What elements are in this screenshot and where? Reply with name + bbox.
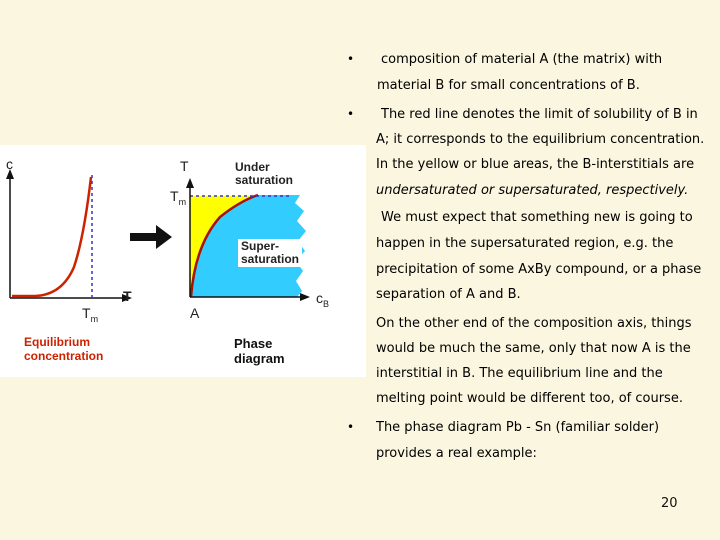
- equilibrium-curve: [12, 177, 91, 296]
- left-caption-line2: concentration: [24, 349, 104, 363]
- right-tm-label: $T_m$: [170, 188, 187, 207]
- text-line: happen in the supersaturated region, e.g. the: [376, 236, 674, 251]
- big-arrow-shaft: [130, 233, 156, 241]
- text-line: provides a real example:: [376, 446, 537, 461]
- text-line: melting point would be different too, of course.: [376, 391, 683, 406]
- left-x-label: T: [123, 288, 132, 304]
- right-y-label: T: [180, 158, 189, 174]
- right-x-label: $c_B$: [316, 290, 330, 309]
- right-caption-line2: diagram: [234, 351, 285, 366]
- text-line: A; it corresponds to the equilibrium concentration.: [376, 132, 705, 147]
- right-caption-line1: Phase: [234, 336, 273, 351]
- text-line: would be much the same, only that now A is the: [376, 341, 691, 356]
- text-line: separation of A and B.: [376, 287, 521, 302]
- right-y-arrow: [186, 178, 194, 188]
- right-origin-label: A: [190, 305, 200, 321]
- text-line: composition of material A (the matrix) with: [381, 52, 663, 67]
- left-y-label: c: [6, 156, 13, 172]
- bullet-dot-1: •: [347, 52, 355, 66]
- text-line: We must expect that something new is going to: [381, 210, 693, 225]
- big-arrow-head: [156, 225, 172, 249]
- phase-diagram-figure: [0, 145, 366, 377]
- left-caption-line1: Equilibrium: [24, 335, 90, 349]
- text-line: precipitation of some AxBy compound, or a phase: [376, 262, 702, 277]
- undersaturation-label: Under saturation: [232, 160, 296, 188]
- text-line: undersaturated or supersaturated, respectively.: [376, 183, 689, 198]
- page-number: 20: [661, 496, 678, 511]
- text-line: On the other end of the composition axis, things: [376, 316, 692, 331]
- bullet-dot-3: •: [347, 420, 355, 434]
- text-line: In the yellow or blue areas, the B-interstitials are: [376, 157, 695, 172]
- bullet-dot-2: •: [347, 107, 355, 121]
- left-tm-label: $T_m$: [82, 305, 99, 324]
- text-line: material B for small concentrations of B.: [377, 78, 640, 93]
- supersaturation-label: Super- saturation: [238, 239, 302, 267]
- text-line: The phase diagram Pb - Sn (familiar solder): [376, 420, 660, 435]
- text-line: The red line denotes the limit of solubility of B in: [381, 107, 698, 122]
- text-line: interstitial in B. The equilibrium line and the: [376, 366, 663, 381]
- right-x-arrow: [300, 293, 310, 301]
